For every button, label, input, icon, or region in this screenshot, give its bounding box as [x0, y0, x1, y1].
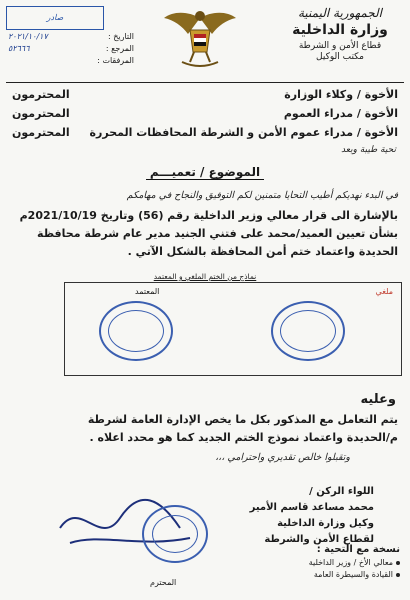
signature-name: محمد مساعد قاسم الأمير [249, 502, 374, 513]
office-name: مكتب الوكيل [316, 52, 364, 62]
addressee-3-resp: المحترمون [12, 126, 70, 139]
body-line-3: الحديدة واعتماد ختم أمن المحافظة بالشكل الآتي . [127, 245, 398, 258]
sector-name: قطاع الأمن و الشرطة [298, 41, 382, 51]
closing-line-3: وتقبلوا خالص تقديري واحترامي ،،، [215, 452, 350, 463]
body-line-1: بالإشارة الى قرار معالي وزير الداخلية رقم (56) وتاريخ 2021/10/19م [19, 209, 398, 222]
approved-seal-label: المعتمد [135, 287, 160, 296]
outgoing-stamp: صادر [6, 6, 104, 30]
attachments-label: المرفقات : [97, 56, 134, 65]
official-seal-icon [142, 505, 208, 563]
copy-item-2 [230, 570, 400, 579]
bullet-icon [396, 561, 400, 565]
date-value: ٢٠٢١/١٠/١٧ [8, 32, 48, 41]
addressee-1-resp: المحترمون [12, 88, 70, 101]
addressee-1 [12, 88, 398, 101]
ministry-name: وزارة الداخلية [292, 22, 388, 38]
approved-seal-icon [99, 301, 173, 361]
copies-title: نسخة مع التحية : [316, 544, 400, 555]
intro-line: في البدء نهديكم أطيب التحايا متمنين لكم التوفيق والنجاح في مهامكم [126, 190, 398, 201]
cancelled-seal-icon [271, 301, 345, 361]
signature-rank: اللواء الركن / [309, 486, 374, 497]
closing-line-1: يتم التعامل مع المذكور بكل ما يخص الإدارة العامة لشرطة [87, 413, 398, 426]
addressee-2 [12, 107, 398, 120]
body-line-2: بشأن تعيين العميد/محمد على فتني الجنيد مدير عام شرطة محافظة [37, 227, 398, 240]
date-label: التاريخ : [107, 32, 134, 41]
copies-block [230, 544, 400, 579]
ref-row [8, 44, 134, 53]
addressee-2-resp: المحترمون [12, 107, 70, 120]
ref-value: ٥٢٦٦٦ [8, 44, 30, 53]
cancelled-seal-label: ملغي [375, 287, 393, 296]
addressee-2-to: الأخوة / مدراء العموم [283, 107, 398, 120]
seals-caption: نماذج من الختم الملغي و المعتمد [153, 272, 257, 281]
addressee-1-to: الأخوة / وكلاء الوزارة [284, 88, 398, 101]
eagle-emblem-icon [160, 4, 240, 76]
copies-resp: المحترم [150, 578, 177, 587]
letterhead-left [4, 4, 134, 66]
ref-label: المرجع : [105, 44, 134, 53]
subject-text: الموضوع / تعميـــم [146, 165, 264, 180]
seals-frame [64, 282, 402, 376]
signature-title: وكيل وزارة الداخلية [277, 518, 374, 529]
subject-line [0, 165, 410, 179]
letterhead-right [280, 6, 400, 62]
date-row [8, 32, 134, 41]
addressee-3-to: الأخوة / مدراء عموم الأمن و الشرطة المحافظات المحررة [89, 126, 398, 139]
header-divider [6, 82, 404, 83]
greeting: تحية طيبة وبعد [341, 145, 396, 155]
bullet-icon [396, 573, 400, 577]
signature-sector: لقطاع الأمن والشرطة [264, 534, 374, 545]
closing-line-2: م/الحديدة واعتماد نموذج الختم الجديد كما هو محدد اعلاه . [89, 431, 398, 444]
attachments-row [8, 56, 134, 65]
addressee-3 [12, 126, 398, 139]
therefore-heading: وعليه [360, 392, 396, 407]
copy-item-2-text: القيادة والسيطرة العامة [313, 570, 393, 579]
copy-item-1-text: معالي الأخ / وزير الداخلية [308, 558, 393, 567]
republic-name: الجمهورية اليمنية [297, 6, 382, 20]
copy-item-1 [230, 558, 400, 567]
